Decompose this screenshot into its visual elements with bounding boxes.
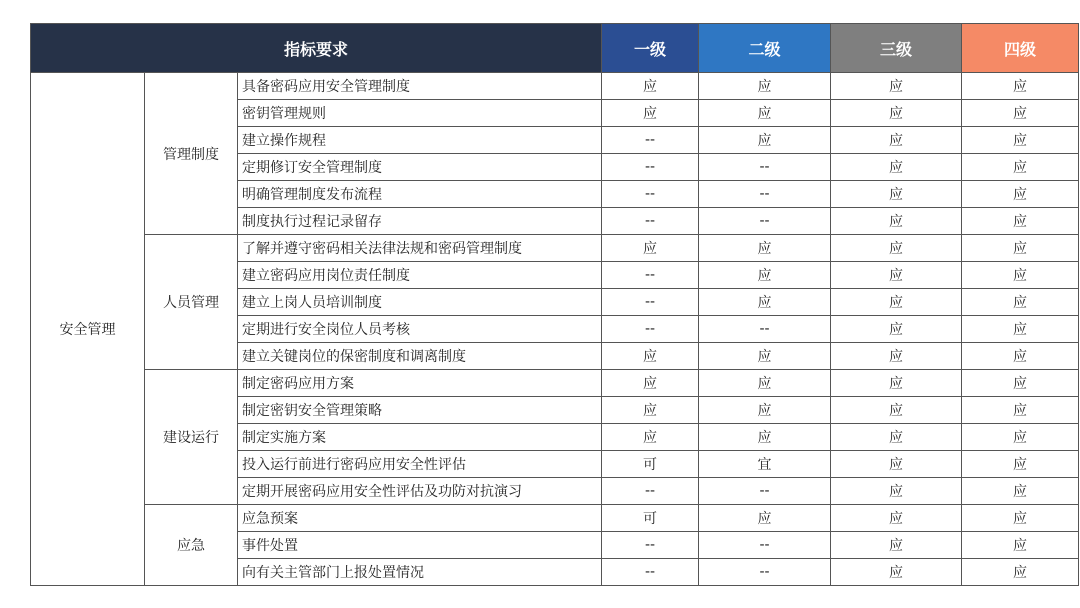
header-row <box>31 24 1079 73</box>
level-3-value-cell: 应 <box>831 73 962 100</box>
group-name-cell: 管理制度 <box>145 73 238 235</box>
level-3-value-cell: 应 <box>831 208 962 235</box>
level-1-value-cell: -- <box>602 154 699 181</box>
requirements-table <box>30 23 1079 586</box>
level-1-value-cell: -- <box>602 262 699 289</box>
level-4-value-cell: 应 <box>962 100 1079 127</box>
level-1-value-cell: 应 <box>602 100 699 127</box>
level-3-value-cell: 应 <box>831 424 962 451</box>
level-1-value-cell: 应 <box>602 424 699 451</box>
requirement-item-cell: 具备密码应用安全管理制度 <box>238 73 602 100</box>
level-4-value-cell: 应 <box>962 262 1079 289</box>
level-3-value-cell: 应 <box>831 478 962 505</box>
requirement-item-cell: 建立密码应用岗位责任制度 <box>238 262 602 289</box>
table-row <box>31 73 1079 100</box>
requirement-item-cell: 向有关主管部门上报处置情况 <box>238 559 602 586</box>
requirement-item-cell: 制定密码应用方案 <box>238 370 602 397</box>
level-4-value-cell: 应 <box>962 316 1079 343</box>
header-level-4: 四级 <box>962 24 1079 73</box>
level-3-value-cell: 应 <box>831 262 962 289</box>
level-1-value-cell: 可 <box>602 505 699 532</box>
level-3-value-cell: 应 <box>831 397 962 424</box>
level-1-value-cell: 应 <box>602 397 699 424</box>
level-1-value-cell: -- <box>602 208 699 235</box>
level-4-value-cell: 应 <box>962 73 1079 100</box>
level-4-value-cell: 应 <box>962 181 1079 208</box>
level-3-value-cell: 应 <box>831 154 962 181</box>
level-1-value-cell: -- <box>602 181 699 208</box>
requirement-item-cell: 制定密钥安全管理策略 <box>238 397 602 424</box>
level-3-value-cell: 应 <box>831 532 962 559</box>
level-2-value-cell: -- <box>699 154 831 181</box>
level-4-value-cell: 应 <box>962 289 1079 316</box>
level-2-value-cell: 应 <box>699 370 831 397</box>
level-4-value-cell: 应 <box>962 478 1079 505</box>
header-level-3: 三级 <box>831 24 962 73</box>
level-4-value-cell: 应 <box>962 424 1079 451</box>
header-level-1: 一级 <box>602 24 699 73</box>
table-row <box>31 370 1079 397</box>
level-4-value-cell: 应 <box>962 559 1079 586</box>
level-2-value-cell: 应 <box>699 397 831 424</box>
level-3-value-cell: 应 <box>831 343 962 370</box>
table-row <box>31 505 1079 532</box>
level-1-value-cell: 应 <box>602 235 699 262</box>
header-level-2: 二级 <box>699 24 831 73</box>
level-2-value-cell: 应 <box>699 343 831 370</box>
level-2-value-cell: 应 <box>699 235 831 262</box>
level-1-value-cell: -- <box>602 559 699 586</box>
level-2-value-cell: 应 <box>699 73 831 100</box>
level-3-value-cell: 应 <box>831 316 962 343</box>
level-2-value-cell: -- <box>699 181 831 208</box>
level-2-value-cell: 应 <box>699 424 831 451</box>
level-4-value-cell: 应 <box>962 451 1079 478</box>
level-2-value-cell: -- <box>699 478 831 505</box>
level-4-value-cell: 应 <box>962 208 1079 235</box>
level-1-value-cell: -- <box>602 532 699 559</box>
level-2-value-cell: 应 <box>699 100 831 127</box>
group-name-cell: 人员管理 <box>145 235 238 370</box>
level-1-value-cell: 可 <box>602 451 699 478</box>
level-1-value-cell: -- <box>602 316 699 343</box>
table-row <box>31 235 1079 262</box>
level-1-value-cell: 应 <box>602 73 699 100</box>
level-4-value-cell: 应 <box>962 505 1079 532</box>
level-2-value-cell: 应 <box>699 262 831 289</box>
requirement-item-cell: 制定实施方案 <box>238 424 602 451</box>
group-name-cell: 建设运行 <box>145 370 238 505</box>
requirement-item-cell: 建立关键岗位的保密制度和调离制度 <box>238 343 602 370</box>
requirement-item-cell: 明确管理制度发布流程 <box>238 181 602 208</box>
requirement-item-cell: 密钥管理规则 <box>238 100 602 127</box>
level-1-value-cell: 应 <box>602 370 699 397</box>
level-3-value-cell: 应 <box>831 289 962 316</box>
group-name-cell: 应急 <box>145 505 238 586</box>
requirement-item-cell: 建立上岗人员培训制度 <box>238 289 602 316</box>
requirement-item-cell: 定期开展密码应用安全性评估及功防对抗演习 <box>238 478 602 505</box>
level-2-value-cell: 应 <box>699 505 831 532</box>
level-3-value-cell: 应 <box>831 181 962 208</box>
level-4-value-cell: 应 <box>962 235 1079 262</box>
level-2-value-cell: 应 <box>699 289 831 316</box>
level-2-value-cell: -- <box>699 208 831 235</box>
requirement-item-cell: 应急预案 <box>238 505 602 532</box>
level-4-value-cell: 应 <box>962 397 1079 424</box>
level-3-value-cell: 应 <box>831 559 962 586</box>
level-2-value-cell: -- <box>699 532 831 559</box>
level-2-value-cell: 应 <box>699 127 831 154</box>
level-3-value-cell: 应 <box>831 451 962 478</box>
level-3-value-cell: 应 <box>831 370 962 397</box>
requirement-item-cell: 制度执行过程记录留存 <box>238 208 602 235</box>
level-4-value-cell: 应 <box>962 154 1079 181</box>
level-2-value-cell: 宜 <box>699 451 831 478</box>
level-4-value-cell: 应 <box>962 370 1079 397</box>
category-cell: 安全管理 <box>31 73 145 586</box>
requirement-item-cell: 投入运行前进行密码应用安全性评估 <box>238 451 602 478</box>
requirement-item-cell: 事件处置 <box>238 532 602 559</box>
level-3-value-cell: 应 <box>831 127 962 154</box>
level-4-value-cell: 应 <box>962 127 1079 154</box>
level-4-value-cell: 应 <box>962 532 1079 559</box>
level-2-value-cell: -- <box>699 316 831 343</box>
level-3-value-cell: 应 <box>831 235 962 262</box>
header-indicator: 指标要求 <box>31 24 602 73</box>
requirement-item-cell: 建立操作规程 <box>238 127 602 154</box>
level-1-value-cell: -- <box>602 289 699 316</box>
level-3-value-cell: 应 <box>831 100 962 127</box>
table-body <box>31 73 1079 586</box>
level-4-value-cell: 应 <box>962 343 1079 370</box>
requirement-item-cell: 了解并遵守密码相关法律法规和密码管理制度 <box>238 235 602 262</box>
requirement-item-cell: 定期修订安全管理制度 <box>238 154 602 181</box>
level-1-value-cell: -- <box>602 127 699 154</box>
requirement-item-cell: 定期进行安全岗位人员考核 <box>238 316 602 343</box>
level-2-value-cell: -- <box>699 559 831 586</box>
level-1-value-cell: 应 <box>602 343 699 370</box>
level-1-value-cell: -- <box>602 478 699 505</box>
level-3-value-cell: 应 <box>831 505 962 532</box>
